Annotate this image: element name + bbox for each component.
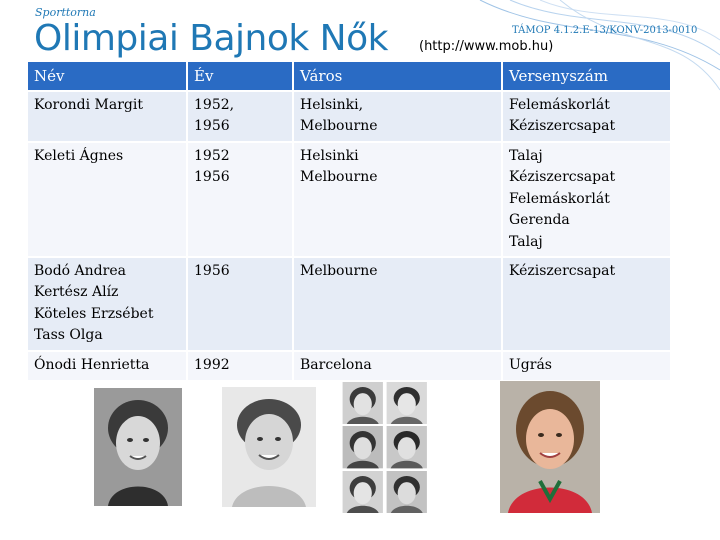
cell-year: 1952 1956 bbox=[187, 142, 293, 257]
portrait-photo-onodi bbox=[500, 381, 600, 513]
portrait-thumbnail bbox=[342, 426, 384, 468]
portrait-photo-keleti bbox=[222, 387, 316, 507]
portrait-photo-icon bbox=[342, 382, 384, 424]
table-row bbox=[27, 351, 671, 381]
subject-subtitle: Sporttorna bbox=[35, 6, 96, 19]
table-row bbox=[27, 91, 671, 142]
cell-name: Bodó Andrea Kertész Alíz Köteles Erzsébet Tass Olga bbox=[27, 257, 187, 351]
cell-year: 1992 bbox=[187, 351, 293, 381]
table-header-row bbox=[27, 61, 671, 91]
portrait-thumbnail bbox=[386, 471, 428, 513]
column-header-year: Év bbox=[187, 61, 293, 91]
column-header-city: Város bbox=[293, 61, 502, 91]
portrait-photo-icon bbox=[500, 381, 600, 513]
table-row bbox=[27, 142, 671, 257]
portrait-photo-icon bbox=[342, 471, 384, 513]
cell-year: 1956 bbox=[187, 257, 293, 351]
cell-year: 1952, 1956 bbox=[187, 91, 293, 142]
cell-event: Kéziszercsapat bbox=[502, 257, 671, 351]
group-portrait-grid bbox=[342, 382, 427, 513]
portrait-photo-icon bbox=[94, 388, 182, 506]
table-row bbox=[27, 257, 671, 351]
cell-name: Korondi Margit bbox=[27, 91, 187, 142]
portrait-photo-icon bbox=[342, 426, 384, 468]
cell-city: Barcelona bbox=[293, 351, 502, 381]
olympic-champions-table bbox=[26, 60, 672, 382]
cell-name: Keleti Ágnes bbox=[27, 142, 187, 257]
page-title: Olimpiai Bajnok Nők bbox=[34, 18, 388, 59]
column-header-name: Név bbox=[27, 61, 187, 91]
portrait-thumbnail bbox=[386, 426, 428, 468]
cell-city: Melbourne bbox=[293, 257, 502, 351]
portrait-photo-icon bbox=[386, 471, 428, 513]
source-link[interactable]: (http://www.mob.hu) bbox=[419, 39, 554, 54]
cell-city: Helsinki, Melbourne bbox=[293, 91, 502, 142]
cell-event: Ugrás bbox=[502, 351, 671, 381]
portrait-thumbnail bbox=[386, 382, 428, 424]
cell-event: Felemáskorlát Kéziszercsapat bbox=[502, 91, 671, 142]
portrait-thumbnail bbox=[342, 382, 384, 424]
column-header-event: Versenyszám bbox=[502, 61, 671, 91]
cell-name: Ónodi Henrietta bbox=[27, 351, 187, 381]
portrait-photo-icon bbox=[386, 382, 428, 424]
cell-event: Talaj Kéziszercsapat Felemáskorlát Gerenda Talaj bbox=[502, 142, 671, 257]
portrait-photo-icon bbox=[386, 426, 428, 468]
portrait-thumbnail bbox=[342, 471, 384, 513]
portrait-photo-korondi bbox=[94, 388, 182, 506]
cell-city: Helsinki Melbourne bbox=[293, 142, 502, 257]
portrait-photo-icon bbox=[222, 387, 316, 507]
project-code: TÁMOP 4.1.2.E-13/KONV-2013-0010 bbox=[512, 25, 698, 36]
